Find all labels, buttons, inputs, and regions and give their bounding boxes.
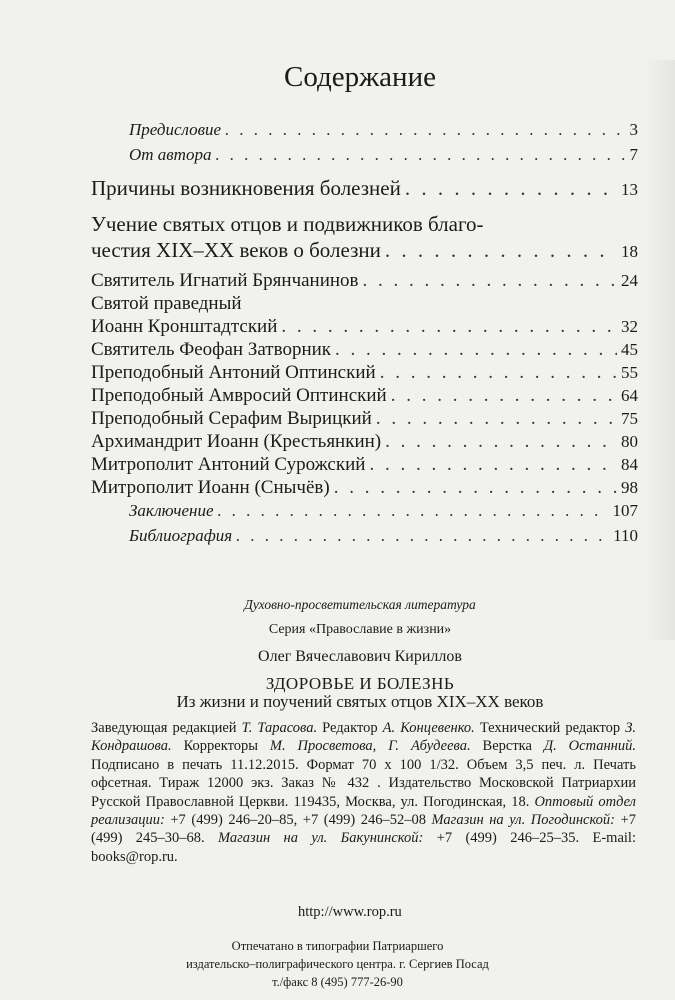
toc-entry xyxy=(91,477,638,500)
book-title: ЗДОРОВЬЕ И БОЛЕЗНЬ xyxy=(265,674,455,693)
imprint-text: Заведующая редакцией xyxy=(91,720,242,736)
toc-entry xyxy=(91,145,638,170)
toc-entry xyxy=(91,431,638,454)
toc-leader-dots xyxy=(369,454,617,476)
toc-entry-label: Заключение xyxy=(129,501,214,520)
toc-entry-page: 18 xyxy=(621,242,638,261)
toc-entry xyxy=(91,120,638,145)
imprint-text: Верстка xyxy=(470,738,544,755)
toc-entry-label: Причины возникновения болезней xyxy=(91,176,401,200)
printer-line: т./факс 8 (495) 777-26-90 xyxy=(272,975,403,989)
toc-entry xyxy=(91,362,638,385)
toc-leader-dots xyxy=(363,270,617,292)
toc-entry-page: 55 xyxy=(621,363,638,382)
imprint-label: Магазин на ул. Погодинской: xyxy=(431,812,616,829)
imprint-text: Редактор xyxy=(317,720,383,736)
imprint-text: Подписано в печать 11.12.2015. Формат 70 x 100 1/32. Объем 3,5 печ. л. Печать офсетная. Тираж 12000 экз. Заказ № 432 . Издательство Московской Патриархии Русской Православной Церкви. 119435, Москва, ул. Погодинская, 18. xyxy=(91,756,636,810)
toc-entry xyxy=(91,454,638,477)
imprint-name: Т. Тарасова. xyxy=(241,720,318,736)
toc-entry-page: 24 xyxy=(621,271,638,290)
toc-entry xyxy=(91,293,638,339)
toc-entry-label: Святитель Феофан Затворник xyxy=(91,339,332,360)
imprint-text: +7 (499) 246–20–85, +7 (499) 246–52–08 xyxy=(164,812,432,829)
imprint-label: Оптовый отдел реализации: xyxy=(91,793,636,829)
toc-leader-dots xyxy=(385,238,617,263)
toc-entry-label: Преподобный Амвросий Оптинский xyxy=(91,385,387,406)
website-url: http://www.rop.ru xyxy=(298,904,402,920)
toc-entry xyxy=(91,501,638,526)
toc-entry-page: 7 xyxy=(629,145,638,164)
toc-leader-dots xyxy=(385,431,617,453)
toc-leader-dots xyxy=(281,316,617,338)
toc-entry-label-line1: Учение святых отцов и подвижников благо- xyxy=(91,212,484,236)
imprint-text: Технический редактор xyxy=(474,720,626,736)
toc-leader-dots xyxy=(405,176,617,201)
printer-info xyxy=(0,937,675,991)
toc-entry-page: 3 xyxy=(629,120,638,139)
toc-entry-label-line2: честия XIX–XX веков о болезни xyxy=(91,238,381,262)
toc-entry-label: Архимандрит Иоанн (Крестьянкин) xyxy=(91,431,382,452)
toc-entry xyxy=(91,212,638,266)
toc-leader-dots xyxy=(236,526,609,546)
toc-leader-dots xyxy=(218,501,609,521)
imprint-text: Корректоры xyxy=(171,738,270,755)
toc-entry xyxy=(91,408,638,431)
toc-entry-page: 80 xyxy=(621,432,638,451)
imprint-text: +7 (499) 245–30–68. xyxy=(91,812,637,847)
imprint-name: А. Концевенко. xyxy=(382,720,475,736)
table-of-contents xyxy=(91,120,638,551)
toc-leader-dots xyxy=(334,477,617,499)
toc-leader-dots xyxy=(225,120,625,140)
imprint-name: З. Кондрашова. xyxy=(91,720,636,755)
toc-entry-label: Преподобный Антоний Оптинский xyxy=(91,362,376,383)
toc-entry-page: 110 xyxy=(613,526,638,545)
toc-entry xyxy=(91,526,638,551)
toc-leader-dots xyxy=(335,339,617,361)
toc-entry-label: Митрополит Иоанн (Снычёв) xyxy=(91,477,330,498)
toc-entry-page: 45 xyxy=(621,340,638,359)
toc-entry xyxy=(91,339,638,362)
imprint-name: М. Просветова, Г. Абудеева. xyxy=(269,738,471,755)
author-name: Олег Вячеславович Кириллов xyxy=(258,648,462,665)
toc-entry-label: Библиография xyxy=(129,526,233,545)
imprint-details xyxy=(91,719,636,866)
toc-entry-label: Святитель Игнатий Брянчанинов xyxy=(91,270,359,291)
toc-leader-dots xyxy=(215,145,625,165)
toc-entry-page: 107 xyxy=(612,501,638,520)
toc-entry-label-line1: Святой праведный xyxy=(91,293,242,314)
series-type: Духовно-просветительская литература xyxy=(244,597,476,612)
printer-line: издательско–полиграфического центра. г. Сергиев Посад xyxy=(186,957,489,971)
toc-entry-label: Митрополит Антоний Сурожский xyxy=(91,454,366,475)
series-name: Серия «Православие в жизни» xyxy=(268,622,452,637)
toc-entry-label-line2: Иоанн Кронштадтский xyxy=(91,316,278,337)
toc-entry xyxy=(91,385,638,408)
toc-entry-page: 84 xyxy=(621,455,638,474)
toc-title: Содержание xyxy=(284,61,436,93)
toc-leader-dots xyxy=(391,385,617,407)
toc-entry xyxy=(91,270,638,293)
toc-leader-dots xyxy=(376,408,617,430)
imprint-text: +7 (499) 246–25–35. E-mail: books@rop.ru. xyxy=(91,830,636,865)
toc-entry xyxy=(91,176,638,204)
toc-entry-page: 98 xyxy=(621,478,638,497)
toc-entry-page: 32 xyxy=(621,317,638,336)
toc-entry-label: Преподобный Серафим Вырицкий xyxy=(91,408,372,429)
toc-entry-page: 75 xyxy=(621,409,638,428)
toc-entry-label: От автора xyxy=(129,145,212,164)
book-subtitle: Из жизни и поучений святых отцов XIX–XX веков xyxy=(176,692,544,711)
printer-line: Отпечатано в типографии Патриаршего xyxy=(231,939,444,953)
imprint-name: Д. Останний. xyxy=(543,738,636,755)
toc-entry-label: Предисловие xyxy=(129,120,222,139)
toc-leader-dots xyxy=(380,362,617,384)
toc-entry-page: 64 xyxy=(621,386,638,405)
imprint-label: Магазин на ул. Бакунинской: xyxy=(218,830,424,847)
page-shadow xyxy=(645,60,675,640)
toc-entry-page: 13 xyxy=(621,180,638,199)
